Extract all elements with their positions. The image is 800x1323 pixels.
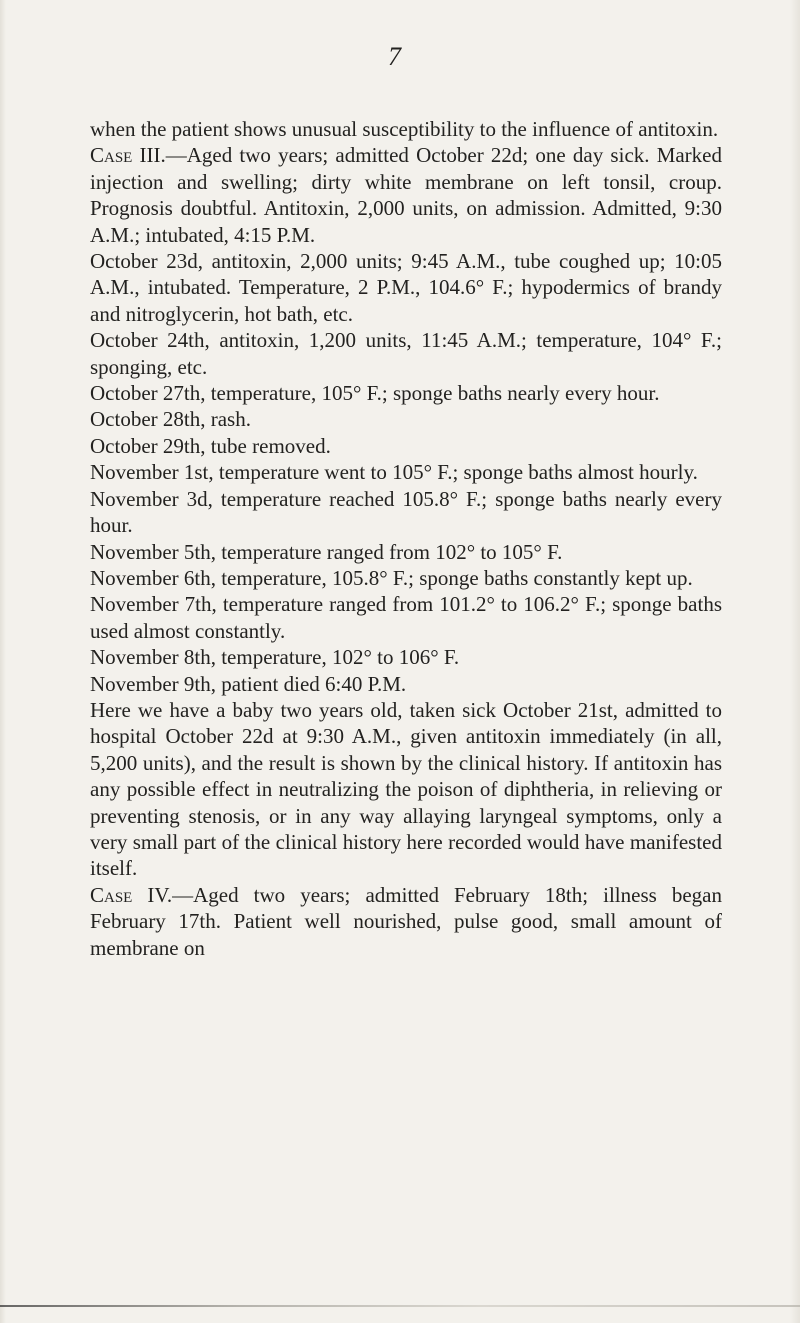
paragraph: November 8th, temperature, 102° to 106° F.	[90, 645, 460, 670]
paragraph: November 3d, temperature reached 105.8° F.; sponge baths nearly every hour.	[90, 486, 722, 538]
case-heading: Case IV.	[90, 882, 173, 907]
paragraph: November 6th, temperature, 105.8° F.; sponge baths constantly kept up.	[90, 565, 693, 590]
paragraph: when the patient shows unusual susceptibility to the influence of antitoxin.	[90, 117, 719, 141]
paragraph: November 7th, temperature ranged from 101.2° to 106.2° F.; sponge baths used almost constantly.	[90, 592, 722, 643]
body-text	[90, 116, 722, 961]
page-number: 7	[388, 42, 401, 71]
paragraph: October 23d, antitoxin, 2,000 units; 9:45 A.M., tube coughed up; 10:05 A.M., intubated. Temperature, 2 P.M., 104.6° F.; hypodermics of brandy and nitroglycerin, hot bath, etc.	[90, 249, 722, 326]
paragraph: October 29th, tube removed.	[90, 433, 331, 458]
paragraph: October 27th, temperature, 105° F.; sponge baths nearly every hour.	[90, 381, 660, 406]
paragraph-text: —Aged two years; admitted February 18th; illness began February 17th. Patient well nourished, pulse good, small amount of membrane on	[90, 882, 722, 960]
paragraph: November 9th, patient died 6:40 P.M.	[90, 671, 407, 696]
paragraph: October 28th, rash.	[90, 407, 251, 432]
paragraph: November 1st, temperature went to 105° F.; sponge baths almost hourly.	[90, 460, 698, 485]
paragraph: November 5th, temperature ranged from 102° to 105° F.	[90, 539, 563, 564]
paragraph-text: —Aged two years; admitted October 22d; one day sick. Marked injection and swelling; dirty white membrane on left tonsil, croup. Prognosis doubtful. Antitoxin, 2,000 units, on admission. Admitted, 9:30 A.M.; intubated, 4:15 P.M.	[90, 143, 722, 247]
page-edge-left	[0, 0, 6, 1323]
page-bottom-edge	[0, 1305, 800, 1307]
paragraph: October 24th, antitoxin, 1,200 units, 11:45 A.M.; temperature, 104° F.; sponging, etc.	[90, 328, 722, 379]
case-heading: Case III.	[90, 143, 166, 168]
paragraph: Here we have a baby two years old, taken sick October 21st, admitted to hospital October 22d at 9:30 A.M., given antitoxin immediately (in all, 5,200 units), and the result is shown by the clinical history. If antitoxin has any possible effect in neutralizing the poison of diphtheria, in relieving or preventing stenosis, or in any way allaying laryngeal symptoms, only a very small part of the clinical history here recorded would have manifested itself.	[90, 697, 722, 881]
paragraph-case-4	[90, 882, 722, 961]
page-edge-right	[790, 0, 800, 1323]
paragraph-case-3	[90, 142, 722, 248]
